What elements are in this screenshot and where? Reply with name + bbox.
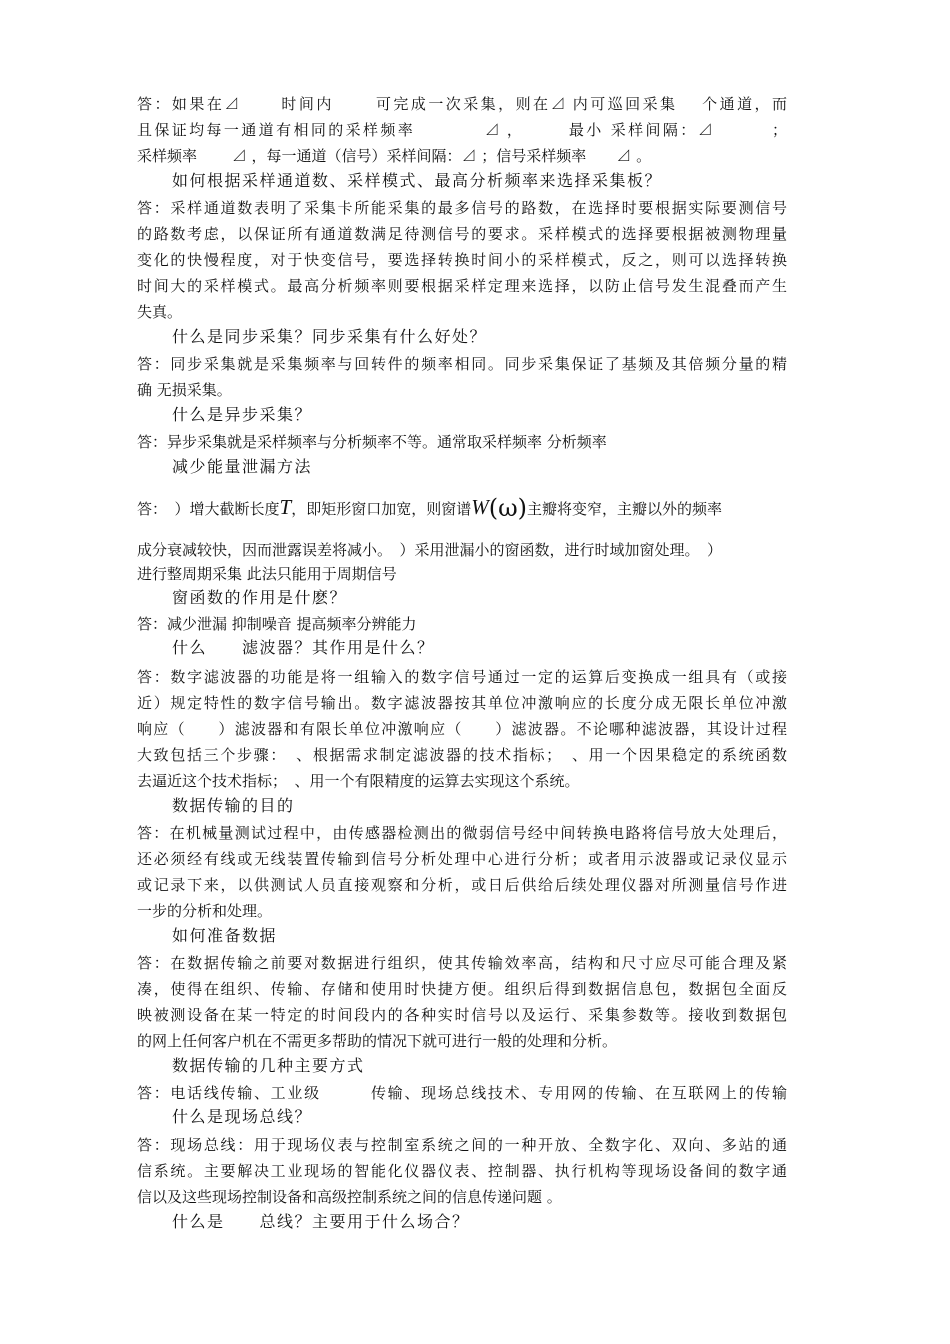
answer-line: 凑，使得在组织、传输、存储和使用时快捷方便。组织后得到数据信息包，数据包全面反 bbox=[137, 980, 787, 998]
answer-line: 答：电话线传输、工业级 传输、现场总线技术、专用网的传输、在互联网上的传输 bbox=[137, 1084, 787, 1102]
answer-line: 信系统。主要解决工业现场的智能化仪器仪表、控制器、执行机构等现场设备间的数字通 bbox=[137, 1162, 787, 1180]
answer-line: 答：现场总线：用于现场仪表与控制室系统之间的一种开放、全数字化、双向、多站的通 bbox=[137, 1136, 787, 1154]
answer-line: 答：在机械量测试过程中，由传感器检测出的微弱信号经中间转换电路将信号放大处理后， bbox=[137, 824, 787, 842]
answer-line: 映被测设备在某一特定的时间段内的各种实时信号以及运行、采集参数等。接收到数据包 bbox=[137, 1006, 787, 1024]
answer-line: 信以及这些现场控制设备和高级控制系统之间的信息传递问题 。 bbox=[137, 1188, 562, 1206]
question-heading: 如何准备数据 bbox=[172, 926, 278, 945]
formula-W: W bbox=[471, 495, 489, 519]
answer-sampling-line: 答：如果在⊿ 时间内 可完成一次采集，则在⊿ 内可巡回采集 个通道，而 bbox=[137, 95, 787, 113]
answer-line: 确 无损采集。 bbox=[137, 381, 232, 399]
answer-line: 答：数字滤波器的功能是将一组输入的数字信号通过一定的运算后变换成一组具有（或接 bbox=[137, 668, 787, 686]
question-heading: 什么是异步采集？ bbox=[172, 405, 313, 424]
answer-line: 近）规定特性的数字信号输出。数字滤波器按其单位冲激响应的长度分成无限长单位冲激 bbox=[137, 694, 787, 712]
answer-line-formula bbox=[137, 494, 787, 522]
answer-line: 答：采样通道数表明了采集卡所能采集的最多信号的路数，在选择时要根据实际要测信号 bbox=[137, 199, 787, 217]
question-heading: 什么是同步采集？同步采集有什么好处？ bbox=[172, 327, 488, 346]
answer-line: 答：在数据传输之前要对数据进行组织，使其传输效率高，结构和尺寸应尽可能合理及紧 bbox=[137, 954, 787, 972]
answer-line: 大致包括三个步骤： 、根据需求制定滤波器的技术指标； 、用一个因果稳定的系统函数 bbox=[137, 746, 787, 764]
answer-line: 变化的快慢程度，对于快变信号，要选择转换时间小的采样模式，反之，则可以选择转换 bbox=[137, 251, 787, 269]
formula-omega: (ω) bbox=[488, 494, 528, 522]
answer-line: 失真。 bbox=[137, 303, 183, 321]
answer-line: 答：减少泄漏 抑制噪音 提高频率分辨能力 bbox=[137, 615, 417, 633]
answer-text: 主瓣将变窄，主瓣以外的频率 bbox=[527, 500, 723, 518]
answer-sampling-line: 采样频率 ⊿ ，每一通道（信号）采样间隔：⊿ ；信号采样频率 ⊿ 。 bbox=[137, 147, 652, 165]
answer-line: 答：异步采集就是采样频率与分析频率不等。通常取采样频率 分析频率 bbox=[137, 433, 607, 451]
question-heading: 数据传输的几种主要方式 bbox=[172, 1056, 365, 1075]
answer-line: 成分衰减较快，因而泄露误差将减小。 ）采用泄漏小的窗函数，进行时域加窗处理。 ） bbox=[137, 541, 723, 559]
answer-line: 一步的分析和处理。 bbox=[137, 902, 273, 920]
answer-sampling-line: 且保证均每一通道有相同的采样频率 ⊿ ， 最小 采样间隔：⊿ ； bbox=[137, 121, 787, 139]
question-heading: 什么是现场总线？ bbox=[172, 1107, 313, 1126]
question-heading: 什么是 总线？主要用于什么场合？ bbox=[172, 1212, 470, 1231]
question-heading: 数据传输的目的 bbox=[172, 796, 295, 815]
answer-line: 时间大的采样模式。最高分析频率则要根据采样定理来选择，以防止信号发生混叠而产生 bbox=[137, 277, 787, 295]
question-heading: 减少能量泄漏方法 bbox=[172, 457, 313, 476]
formula-T: T bbox=[279, 495, 292, 519]
answer-line: 还必须经有线或无线装置传输到信号分析处理中心进行分析；或者用示波器或记录仪显示 bbox=[137, 850, 787, 868]
answer-line: 的网上任何客户机在不需更多帮助的情况下就可进行一般的处理和分析。 bbox=[137, 1032, 618, 1050]
answer-line: 答：同步采集就是采集频率与回转件的频率相同。同步采集保证了基频及其倍频分量的精 bbox=[137, 355, 787, 373]
answer-line: 进行整周期采集 此法只能用于周期信号 bbox=[137, 565, 397, 583]
answer-line: 响应（ ）滤波器和有限长单位冲激响应（ ）滤波器。不论哪种滤波器，其设计过程 bbox=[137, 720, 787, 738]
question-heading: 什么 滤波器？其作用是什么？ bbox=[172, 638, 435, 657]
answer-text: 答： ）增大截断长度 bbox=[137, 500, 280, 518]
question-heading: 如何根据采样通道数、采样模式、最高分析频率来选择采集板？ bbox=[172, 171, 663, 190]
answer-line: 的路数考虑，以保证所有通道数满足待测信号的要求。采样模式的选择要根据被测物理量 bbox=[137, 225, 787, 243]
answer-line: 去逼近这个技术指标； 、用一个有限精度的运算去实现这个系统。 bbox=[137, 772, 580, 790]
answer-line: 或记录下来，以供测试人员直接观察和分析，或日后供给后续处理仪器对所测量信号作进 bbox=[137, 876, 787, 894]
question-heading: 窗函数的作用是什麽？ bbox=[172, 588, 348, 607]
answer-text: ，即矩形窗口加宽，则窗谱 bbox=[291, 500, 472, 518]
